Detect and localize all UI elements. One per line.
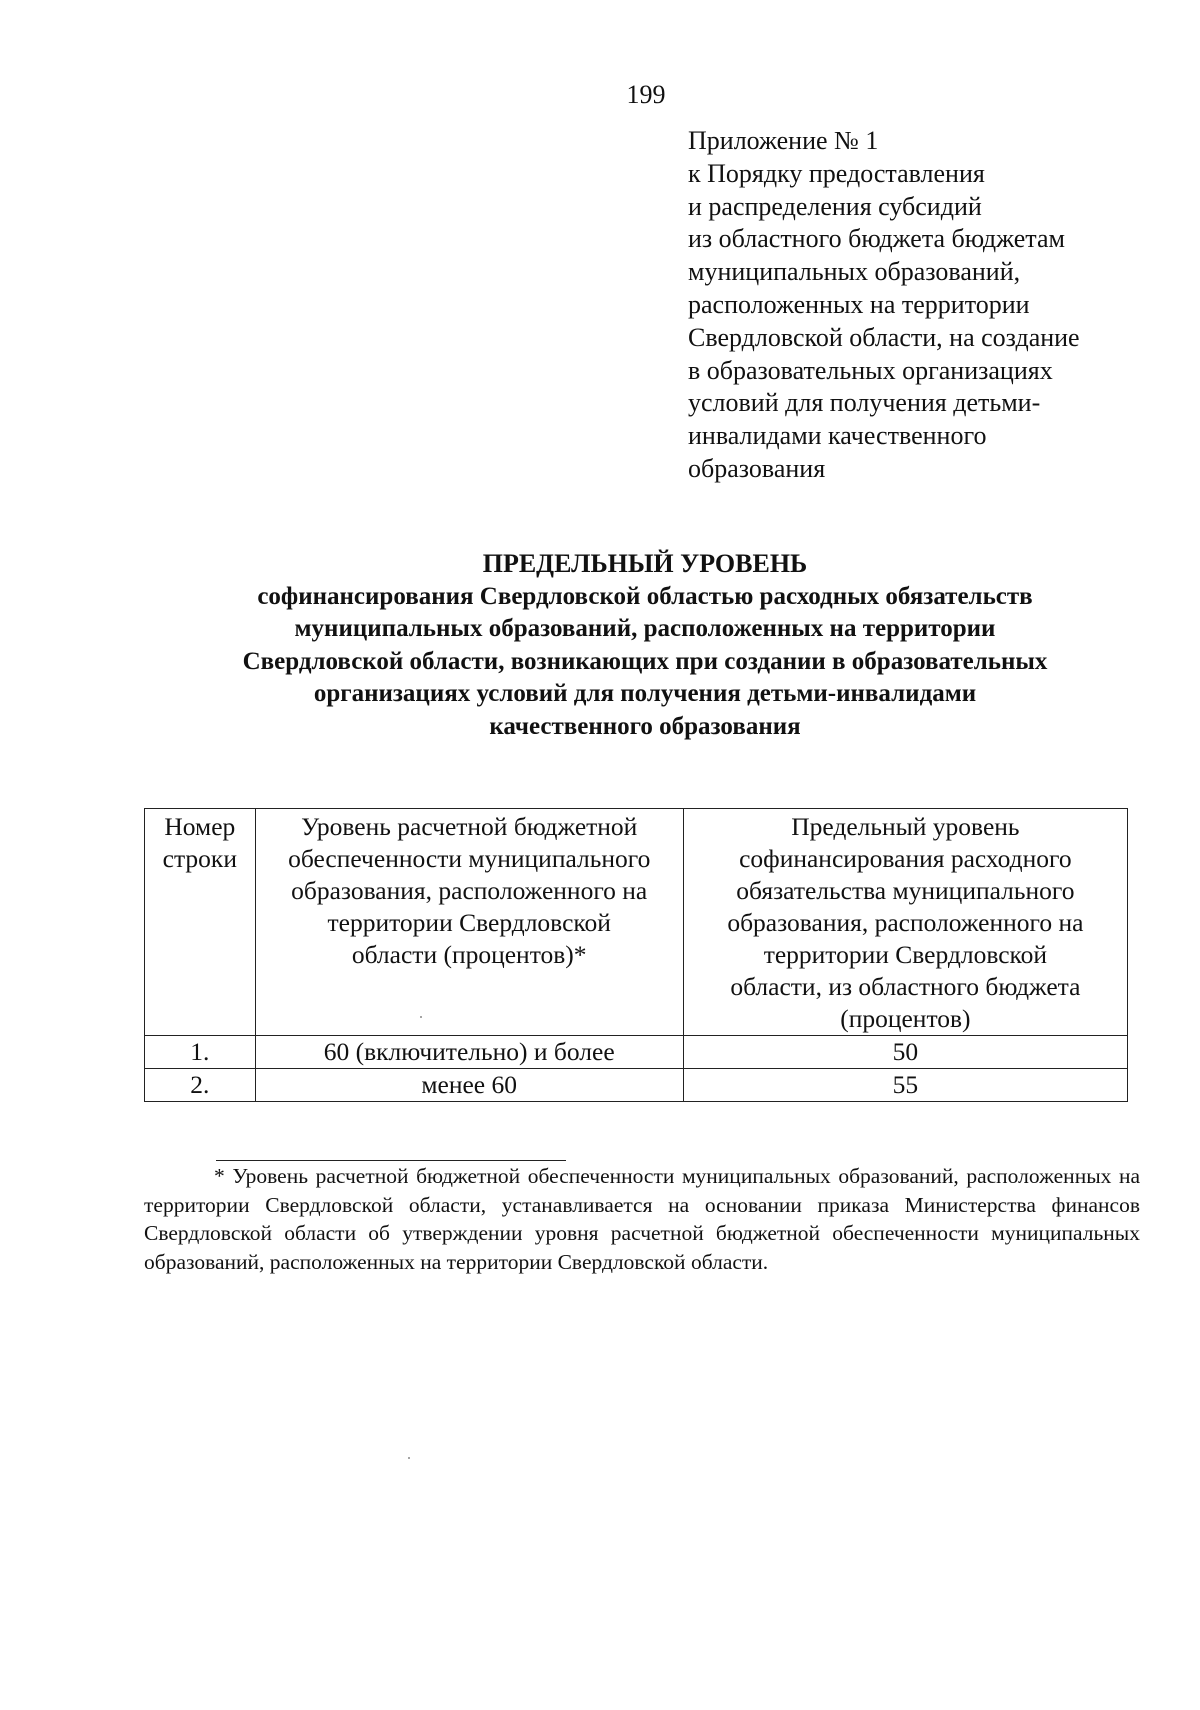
table-row bbox=[145, 1036, 1128, 1069]
appendix-line: Свердловской области, на создание bbox=[688, 322, 1080, 352]
header-line: обязательства муниципального bbox=[736, 876, 1075, 905]
footnote bbox=[144, 1162, 1140, 1276]
header-line: области (процентов)* bbox=[351, 940, 587, 969]
row-number: 1. bbox=[145, 1036, 256, 1069]
row-cofinancing-limit: 55 bbox=[683, 1069, 1127, 1102]
appendix-line: муниципальных образований, bbox=[688, 257, 1021, 287]
header-line: образования, расположенного на bbox=[727, 908, 1084, 937]
header-line: (процентов) bbox=[840, 1004, 971, 1033]
cofinancing-table bbox=[144, 808, 1128, 1102]
header-line: территории Свердловской bbox=[763, 940, 1048, 969]
header-line: софинансирования расходного bbox=[739, 844, 1072, 873]
header-line: Предельный уровень bbox=[791, 812, 1020, 841]
header-line: строки bbox=[162, 844, 237, 873]
table-row bbox=[145, 1069, 1128, 1102]
appendix-line: условий для получения детьми- bbox=[688, 388, 1041, 418]
appendix-line: и распределения субсидий bbox=[688, 191, 982, 221]
row-budget-level: менее 60 bbox=[255, 1069, 683, 1102]
appendix-line: к Порядку предоставления bbox=[688, 158, 985, 188]
header-line: территории Свердловской bbox=[327, 908, 611, 937]
header-line: образования, расположенного на bbox=[291, 876, 648, 905]
row-cofinancing-limit: 50 bbox=[683, 1036, 1127, 1069]
header-budget-level bbox=[255, 809, 683, 1036]
appendix-line: Приложение № 1 bbox=[688, 126, 879, 155]
row-number: 2. bbox=[145, 1069, 256, 1102]
header-line: обеспеченности муниципального bbox=[288, 844, 651, 873]
appendix-line: из областного бюджета бюджетам bbox=[688, 224, 1065, 254]
appendix-block bbox=[688, 125, 1158, 486]
header-line: Номер bbox=[164, 812, 236, 841]
table-header-row bbox=[145, 809, 1128, 1036]
footnote-marker: * bbox=[214, 1164, 225, 1188]
header-row-number bbox=[145, 809, 256, 1036]
appendix-line: образования bbox=[688, 453, 826, 483]
heading-subtitle-line: софинансирования Свердловской областью расходных обязательств bbox=[257, 582, 1033, 610]
heading-subtitle-line: муниципальных образований, расположенных на территории bbox=[294, 615, 996, 642]
header-cofinancing-limit bbox=[683, 809, 1127, 1036]
scan-artifact bbox=[420, 1016, 422, 1018]
heading-title: ПРЕДЕЛЬНЫЙ УРОВЕНЬ bbox=[482, 549, 808, 578]
heading-subtitle-line: организациях условий для получения детьми-инвалидами bbox=[313, 680, 977, 707]
appendix-line: инвалидами качественного bbox=[688, 421, 987, 451]
document-heading bbox=[140, 548, 1150, 743]
footnote-divider bbox=[216, 1160, 566, 1161]
scan-artifact bbox=[408, 1457, 410, 1459]
page-number: 199 bbox=[626, 80, 666, 109]
heading-subtitle-line: качественного образования bbox=[489, 712, 801, 740]
appendix-line: в образовательных организациях bbox=[688, 355, 1053, 385]
appendix-line: расположенных на территории bbox=[688, 289, 1030, 319]
footnote-text: Уровень расчетной бюджетной обеспеченности муниципальных образований, расположенных на территории Свердловской области, устанавливается на основании приказа Министерства финансов Свердловской области об утверждении уровня расчетной бюджетной обеспеченности муниципальных образований, расположенных на территории Свердловской области. bbox=[144, 1164, 1140, 1274]
heading-subtitle-line: Свердловской области, возникающих при создании в образовательных bbox=[242, 647, 1048, 675]
header-line: Уровень расчетной бюджетной bbox=[301, 812, 638, 841]
row-budget-level: 60 (включительно) и более bbox=[255, 1036, 683, 1069]
header-line: области, из областного бюджета bbox=[730, 972, 1081, 1001]
